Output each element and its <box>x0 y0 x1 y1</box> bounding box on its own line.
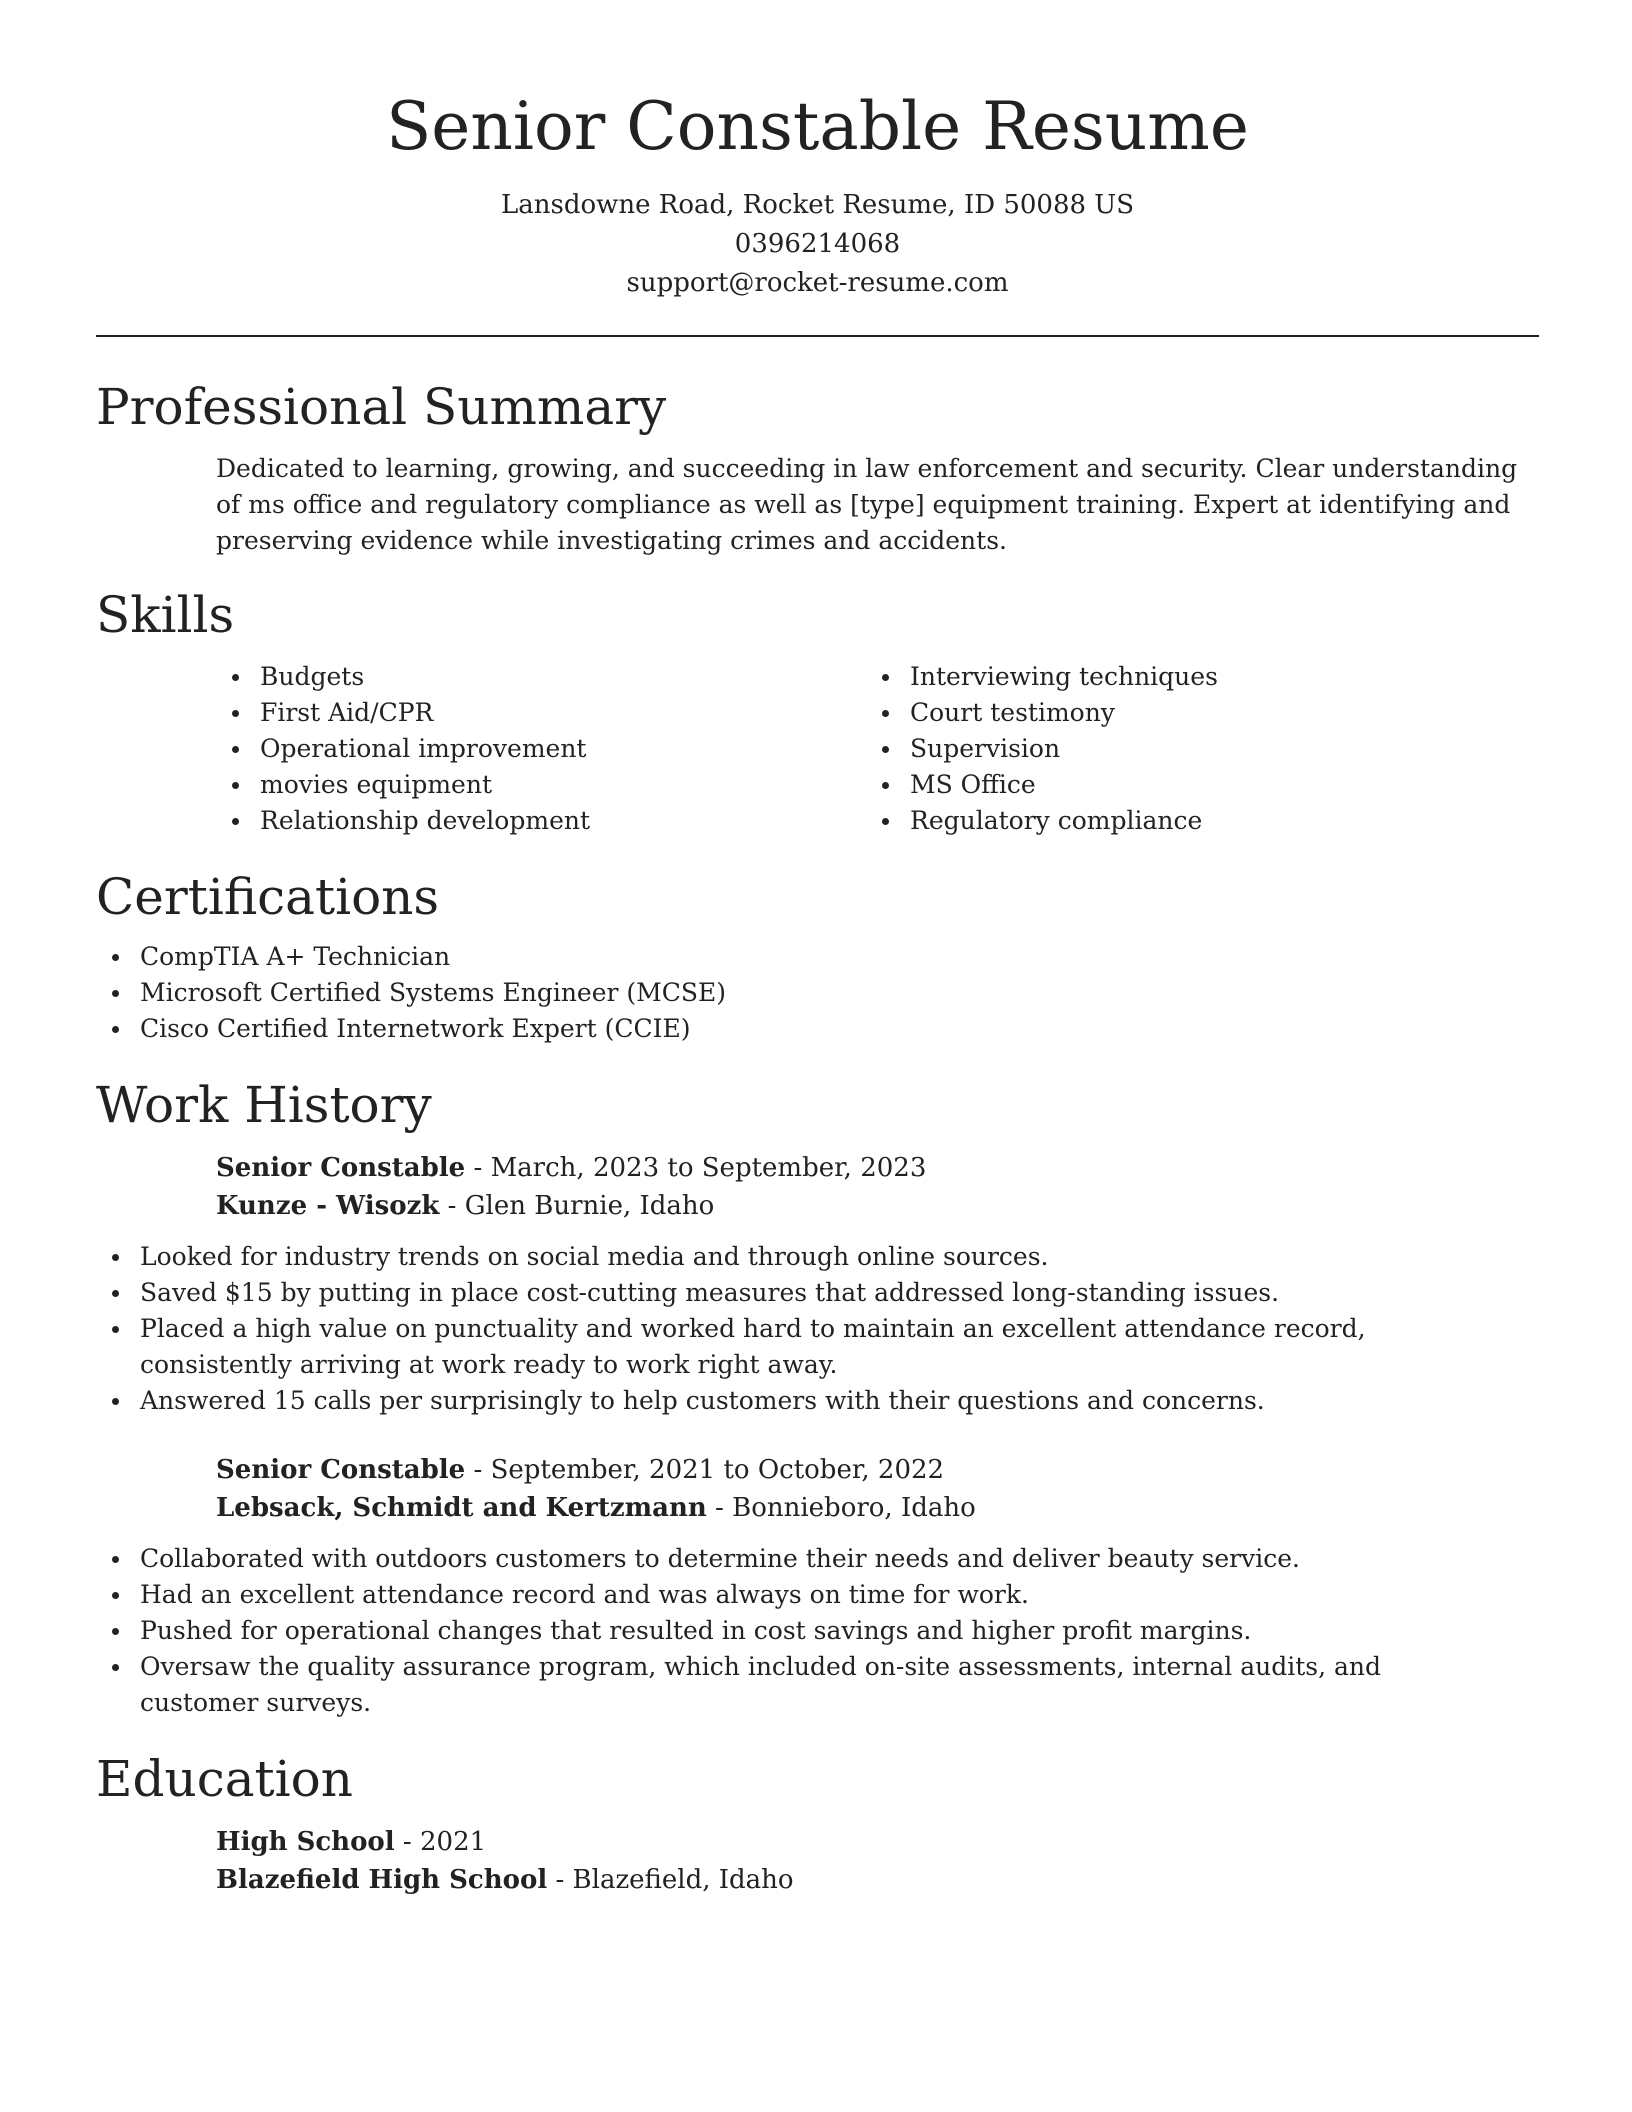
job-title-line <box>216 1451 1539 1489</box>
resume-title: Senior Constable Resume <box>386 88 1249 165</box>
certifications-heading: Certifications <box>96 868 440 926</box>
job-bullets <box>96 1239 1419 1419</box>
contact-email: support@rocket-resume.com <box>626 268 1009 298</box>
list-item: Relationship development <box>216 803 866 839</box>
separator: - <box>465 1455 491 1485</box>
education-entry <box>216 1823 1539 1899</box>
separator: - <box>465 1153 491 1183</box>
list-item: Budgets <box>216 659 866 695</box>
job-location: Bonnieboro, Idaho <box>732 1493 976 1523</box>
separator: - <box>706 1493 733 1523</box>
summary-text: Dedicated to learning, growing, and succeeding in law enforcement and security. Clear understanding of ms office and regulatory compliance as well as [type] equipment training. Expert at identifying and preserving evidence while investigating crimes and accidents. <box>216 454 1518 555</box>
list-item: Interviewing techniques <box>866 659 1516 695</box>
resume-header <box>96 0 1539 303</box>
list-item: Collaborated with outdoors customers to determine their needs and deliver beauty service. <box>96 1541 1419 1577</box>
education-section <box>96 1747 1539 1899</box>
list-item: Court testimony <box>866 695 1516 731</box>
list-item: Pushed for operational changes that resulted in cost savings and higher profit margins. <box>96 1613 1419 1649</box>
list-item: Oversaw the quality assurance program, which included on-site assessments, internal audits, and customer surveys. <box>96 1649 1419 1721</box>
list-item: Saved $15 by putting in place cost-cutting measures that addressed long-standing issues. <box>96 1275 1419 1311</box>
job-company: Lebsack, Schmidt and Kertzmann <box>216 1493 707 1523</box>
list-item: Placed a high value on punctuality and worked hard to maintain an excellent attendance record, consistently arriving at work ready to work right away. <box>96 1311 1419 1383</box>
list-item: Answered 15 calls per surprisingly to help customers with their questions and concerns. <box>96 1383 1419 1419</box>
education-year: 2021 <box>419 1827 487 1857</box>
separator: - <box>394 1827 420 1857</box>
list-item: movies equipment <box>216 767 866 803</box>
summary-heading: Professional Summary <box>96 378 667 436</box>
contact-address: Lansdowne Road, Rocket Resume, ID 50088 US <box>500 190 1135 220</box>
list-item: Operational improvement <box>216 731 866 767</box>
education-degree: High School <box>216 1827 395 1857</box>
job-entry <box>216 1451 1539 1527</box>
skills-heading: Skills <box>96 586 235 644</box>
job-company-line <box>216 1489 1539 1527</box>
contact-phone: 0396214068 <box>734 229 901 259</box>
list-item: MS Office <box>866 767 1516 803</box>
education-school-line <box>216 1861 1539 1899</box>
list-item: Looked for industry trends on social media and through online sources. <box>96 1239 1419 1275</box>
job-entry <box>216 1149 1539 1225</box>
education-location: Blazefield, Idaho <box>572 1865 794 1895</box>
list-item: CompTIA A+ Technician <box>96 939 1539 975</box>
job-location: Glen Burnie, Idaho <box>464 1191 715 1221</box>
resume-page <box>96 0 1539 2112</box>
job-company-line <box>216 1187 1539 1225</box>
work-history-section <box>96 1073 1539 1721</box>
list-item: Microsoft Certified Systems Engineer (MCSE) <box>96 975 1539 1011</box>
job-company: Kunze - Wisozk <box>216 1191 440 1221</box>
skills-column-right <box>866 659 1516 839</box>
list-item: First Aid/CPR <box>216 695 866 731</box>
job-title-line <box>216 1149 1539 1187</box>
skills-column-left <box>216 659 866 839</box>
skills-list-left <box>216 659 866 839</box>
list-item: Regulatory compliance <box>866 803 1516 839</box>
separator: - <box>439 1191 465 1221</box>
certifications-list <box>96 939 1539 1047</box>
header-divider <box>96 335 1539 337</box>
job-title: Senior Constable <box>216 1153 466 1183</box>
education-school: Blazefield High School <box>216 1865 548 1895</box>
skills-grid <box>216 659 1539 839</box>
job-dates: September, 2021 to October, 2022 <box>490 1455 945 1485</box>
education-heading: Education <box>96 1750 353 1808</box>
skills-section <box>96 583 1539 839</box>
summary-section <box>96 375 1539 559</box>
education-degree-line <box>216 1823 1539 1861</box>
separator: - <box>547 1865 573 1895</box>
certifications-section <box>96 865 1539 1047</box>
list-item: Had an excellent attendance record and was always on time for work. <box>96 1577 1419 1613</box>
work-history-heading: Work History <box>96 1076 432 1134</box>
job-bullets <box>96 1541 1419 1721</box>
list-item: Cisco Certified Internetwork Expert (CCIE) <box>96 1011 1539 1047</box>
list-item: Supervision <box>866 731 1516 767</box>
skills-list-right <box>866 659 1516 839</box>
job-title: Senior Constable <box>216 1455 466 1485</box>
contact-info <box>96 186 1539 303</box>
job-dates: March, 2023 to September, 2023 <box>490 1153 927 1183</box>
